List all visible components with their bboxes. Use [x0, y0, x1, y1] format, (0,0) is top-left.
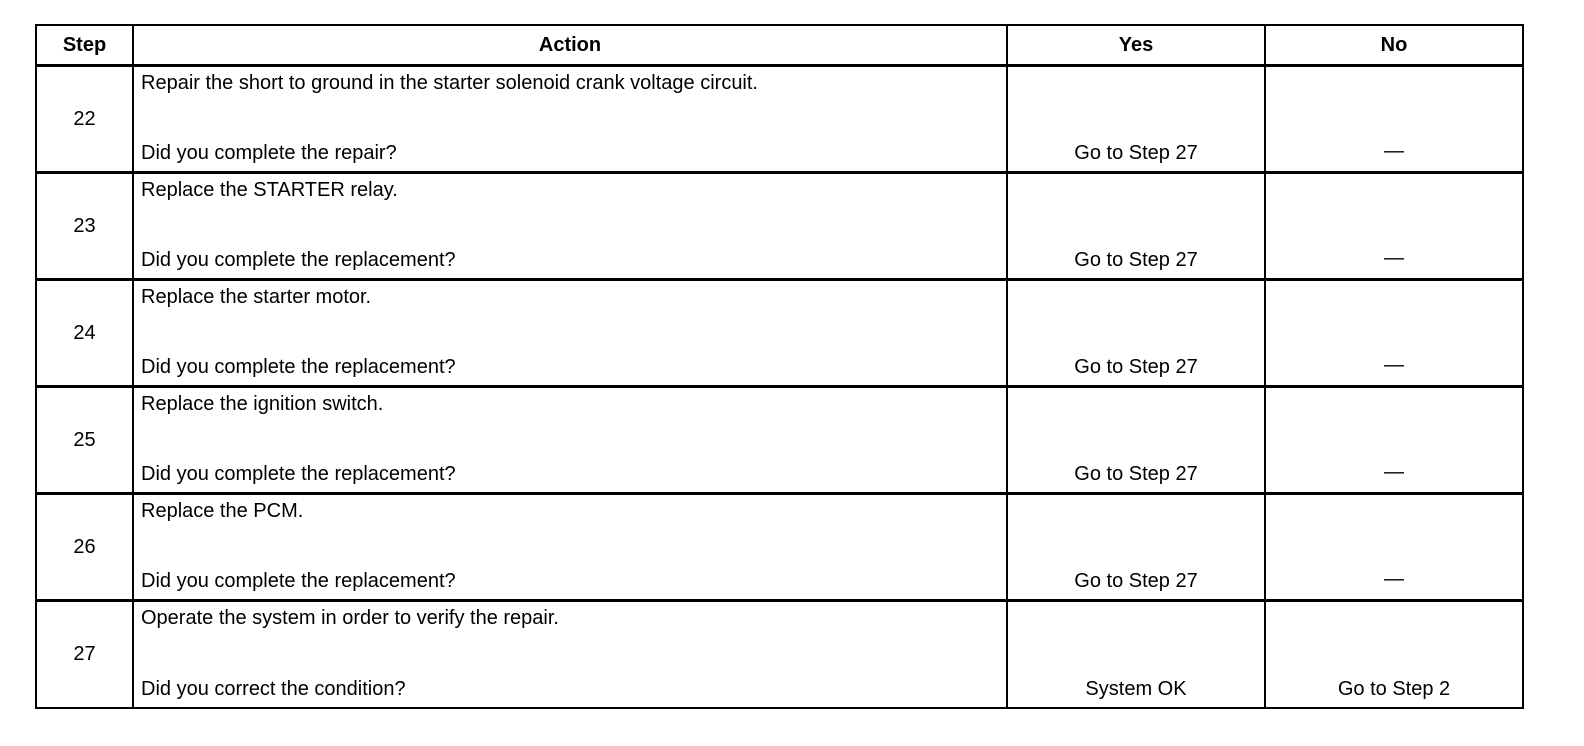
header-step: Step	[36, 25, 133, 66]
no-result: —	[1384, 247, 1404, 269]
yes-result: System OK	[1085, 677, 1187, 700]
yes-cell	[1007, 494, 1265, 601]
yes-cell	[1007, 387, 1265, 494]
yes-result: Go to Step 27	[1074, 570, 1198, 592]
yes-cell	[1007, 601, 1265, 708]
step-number: 26	[36, 494, 133, 601]
yes-cell	[1007, 280, 1265, 387]
action-instruction: Repair the short to ground in the starter solenoid crank voltage circuit.	[141, 72, 758, 94]
action-question: Did you complete the repair?	[141, 142, 397, 164]
no-result: —	[1384, 461, 1404, 483]
no-result: —	[1384, 568, 1404, 590]
table-row	[36, 601, 1523, 708]
step-number: 27	[36, 601, 133, 708]
table-row	[36, 494, 1523, 601]
action-cell	[133, 387, 1007, 494]
no-cell	[1265, 173, 1523, 280]
no-cell	[1265, 494, 1523, 601]
action-instruction: Replace the STARTER relay.	[141, 179, 398, 201]
yes-result: Go to Step 27	[1074, 463, 1198, 485]
diagnostic-steps-table	[35, 24, 1524, 709]
yes-cell	[1007, 66, 1265, 173]
diagnostic-table-container	[35, 24, 1522, 709]
action-cell	[133, 280, 1007, 387]
table-row	[36, 173, 1523, 280]
step-number: 23	[36, 173, 133, 280]
action-instruction: Replace the ignition switch.	[141, 393, 384, 415]
step-number: 25	[36, 387, 133, 494]
step-number: 22	[36, 66, 133, 173]
yes-result: Go to Step 27	[1074, 249, 1198, 271]
action-cell	[133, 66, 1007, 173]
action-instruction: Operate the system in order to verify the repair.	[141, 607, 559, 629]
action-instruction: Replace the PCM.	[141, 500, 304, 522]
action-cell	[133, 601, 1007, 708]
no-result: —	[1384, 140, 1404, 162]
action-question: Did you complete the replacement?	[141, 463, 456, 485]
no-result: Go to Step 2	[1337, 677, 1451, 700]
table-row	[36, 66, 1523, 173]
yes-cell	[1007, 173, 1265, 280]
action-question: Did you complete the replacement?	[141, 356, 456, 378]
action-cell	[133, 173, 1007, 280]
yes-result: Go to Step 27	[1074, 356, 1198, 378]
table-row	[36, 280, 1523, 387]
action-question: Did you complete the replacement?	[141, 570, 456, 592]
no-cell	[1265, 66, 1523, 173]
action-question: Did you complete the replacement?	[141, 249, 456, 271]
action-instruction: Replace the starter motor.	[141, 286, 372, 308]
header-yes: Yes	[1007, 25, 1265, 66]
no-cell	[1265, 387, 1523, 494]
no-result: —	[1384, 354, 1404, 376]
header-action: Action	[133, 25, 1007, 66]
action-cell	[133, 494, 1007, 601]
no-cell	[1265, 601, 1523, 708]
action-question: Did you correct the condition?	[141, 677, 406, 700]
table-row	[36, 387, 1523, 494]
step-number: 24	[36, 280, 133, 387]
yes-result: Go to Step 27	[1074, 142, 1198, 164]
table-header-row	[36, 25, 1523, 66]
no-cell	[1265, 280, 1523, 387]
header-no: No	[1265, 25, 1523, 66]
